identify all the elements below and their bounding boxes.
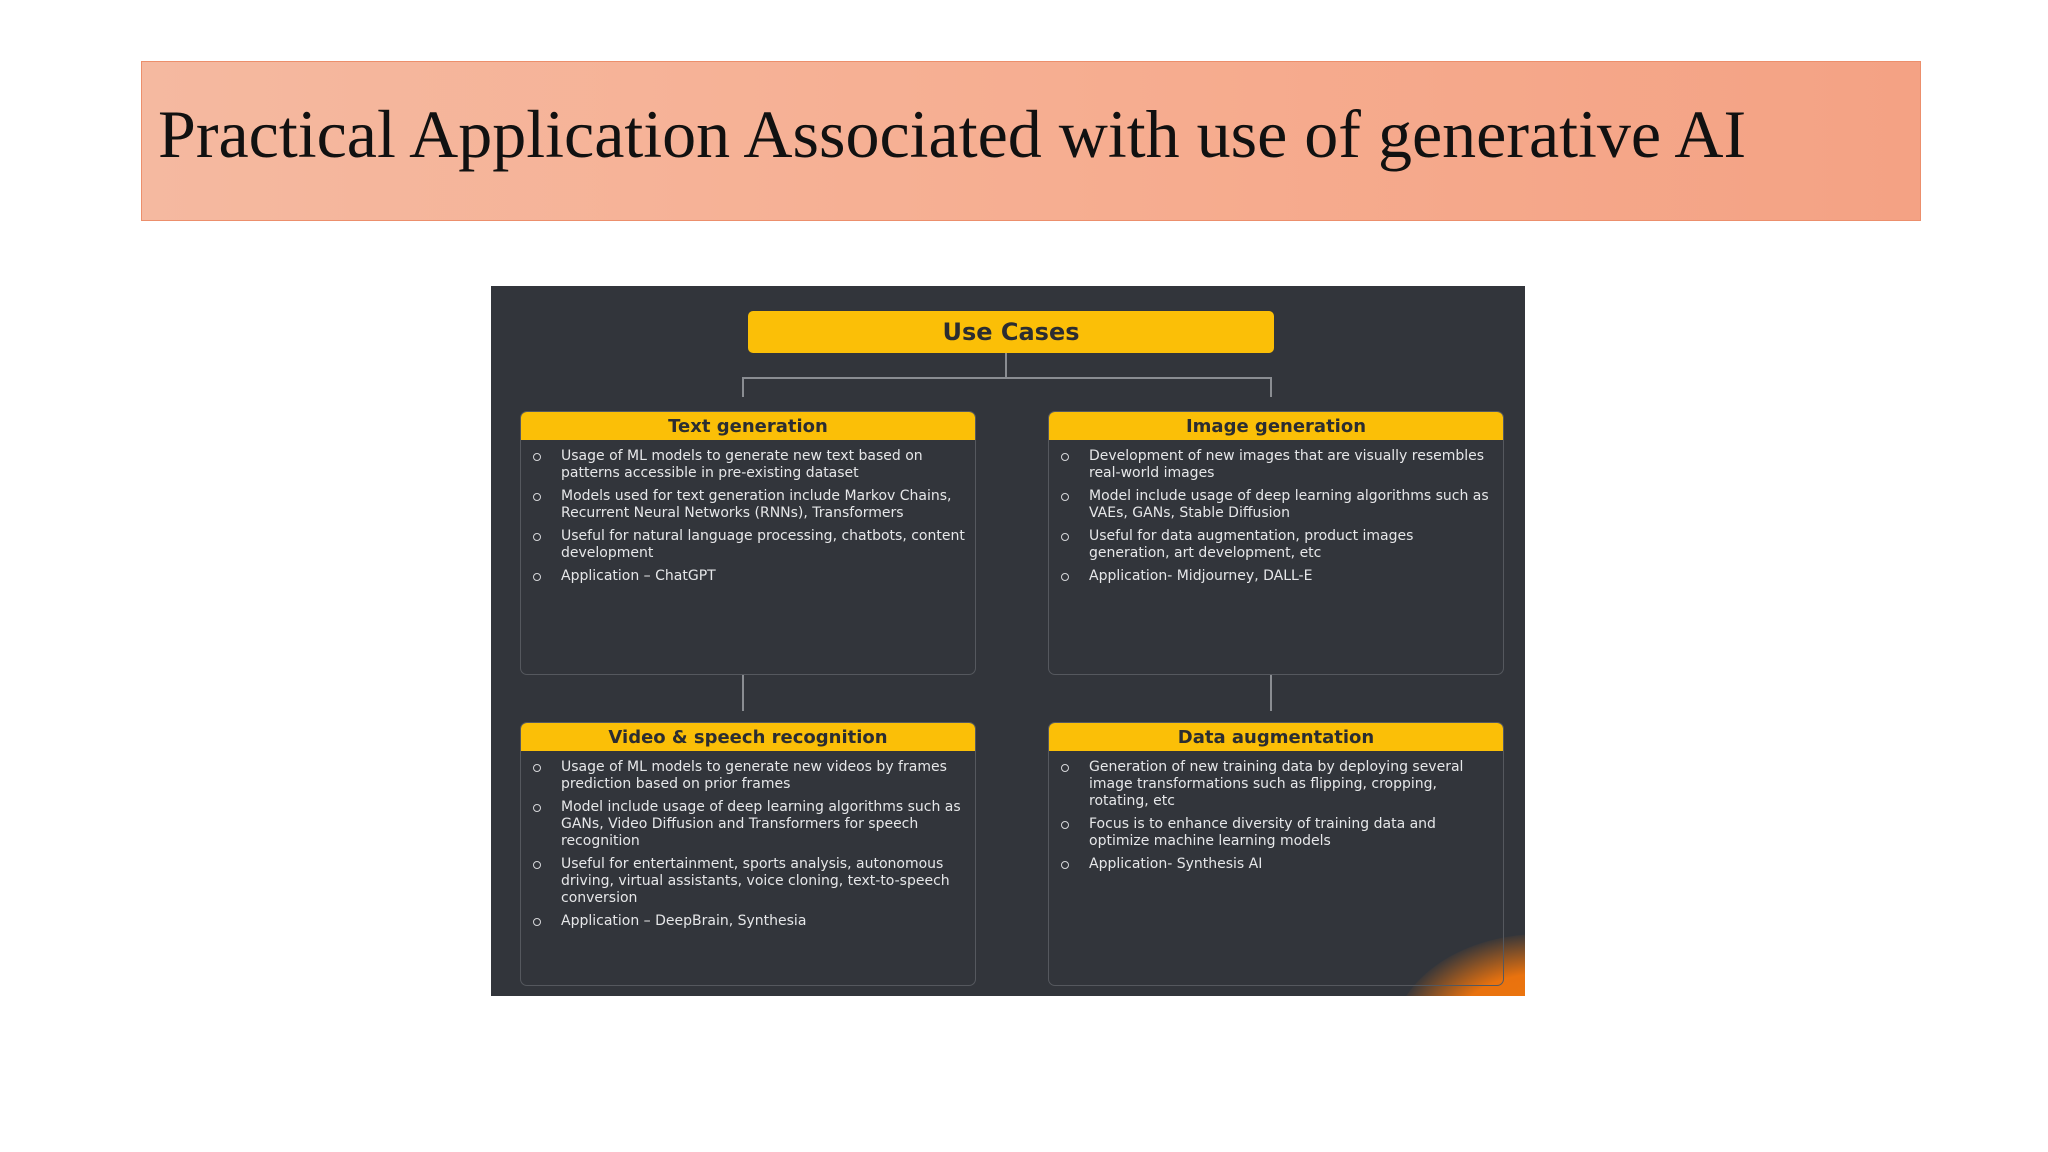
card-text-generation <box>520 411 976 675</box>
list-item: Development of new images that are visually resembles real-world images <box>1061 448 1493 482</box>
list-item: Useful for natural language processing, chatbots, content development <box>533 528 965 562</box>
card-title: Data augmentation <box>1049 723 1503 751</box>
list-item: Model include usage of deep learning algorithms such as GANs, Video Diffusion and Transformers for speech recognition <box>533 799 965 850</box>
use-cases-header: Use Cases <box>748 311 1274 353</box>
card-title: Video & speech recognition <box>521 723 975 751</box>
circle-bullet-icon <box>533 804 541 812</box>
connector-right-vertical <box>1270 675 1272 711</box>
circle-bullet-icon <box>1061 821 1069 829</box>
title-banner <box>141 61 1921 221</box>
list-item: Application – DeepBrain, Synthesia <box>533 913 965 930</box>
list-item: Generation of new training data by deploying several image transformations such as flipping, cropping, rotating, etc <box>1061 759 1493 810</box>
circle-bullet-icon <box>1061 573 1069 581</box>
list-item: Application- Synthesis AI <box>1061 856 1493 873</box>
list-item: Useful for data augmentation, product images generation, art development, etc <box>1061 528 1493 562</box>
card-data-augmentation <box>1048 722 1504 986</box>
circle-bullet-icon <box>533 453 541 461</box>
circle-bullet-icon <box>1061 861 1069 869</box>
circle-bullet-icon <box>533 493 541 501</box>
circle-bullet-icon <box>533 861 541 869</box>
connector-horizontal <box>742 377 1272 379</box>
use-cases-diagram <box>491 286 1525 996</box>
connector-right-top <box>1270 377 1272 397</box>
card-title: Image generation <box>1049 412 1503 440</box>
slide-title: Practical Application Associated with use of generative AI <box>158 96 1747 172</box>
circle-bullet-icon <box>1061 493 1069 501</box>
circle-bullet-icon <box>533 573 541 581</box>
list-item: Usage of ML models to generate new text based on patterns accessible in pre-existing dataset <box>533 448 965 482</box>
circle-bullet-icon <box>1061 453 1069 461</box>
list-item: Useful for entertainment, sports analysis, autonomous driving, virtual assistants, voice cloning, text-to-speech conversion <box>533 856 965 907</box>
circle-bullet-icon <box>1061 533 1069 541</box>
circle-bullet-icon <box>533 918 541 926</box>
list-item: Models used for text generation include Markov Chains, Recurrent Neural Networks (RNNs), Transformers <box>533 488 965 522</box>
connector-left-top <box>742 377 744 397</box>
list-item: Usage of ML models to generate new videos by frames prediction based on prior frames <box>533 759 965 793</box>
connector-header-down <box>1005 353 1007 378</box>
list-item: Model include usage of deep learning algorithms such as VAEs, GANs, Stable Diffusion <box>1061 488 1493 522</box>
circle-bullet-icon <box>1061 764 1069 772</box>
card-video-speech-recognition <box>520 722 976 986</box>
card-title: Text generation <box>521 412 975 440</box>
list-item: Focus is to enhance diversity of training data and optimize machine learning models <box>1061 816 1493 850</box>
circle-bullet-icon <box>533 533 541 541</box>
list-item: Application – ChatGPT <box>533 568 965 585</box>
connector-left-vertical <box>742 675 744 711</box>
list-item: Application- Midjourney, DALL-E <box>1061 568 1493 585</box>
card-image-generation <box>1048 411 1504 675</box>
circle-bullet-icon <box>533 764 541 772</box>
